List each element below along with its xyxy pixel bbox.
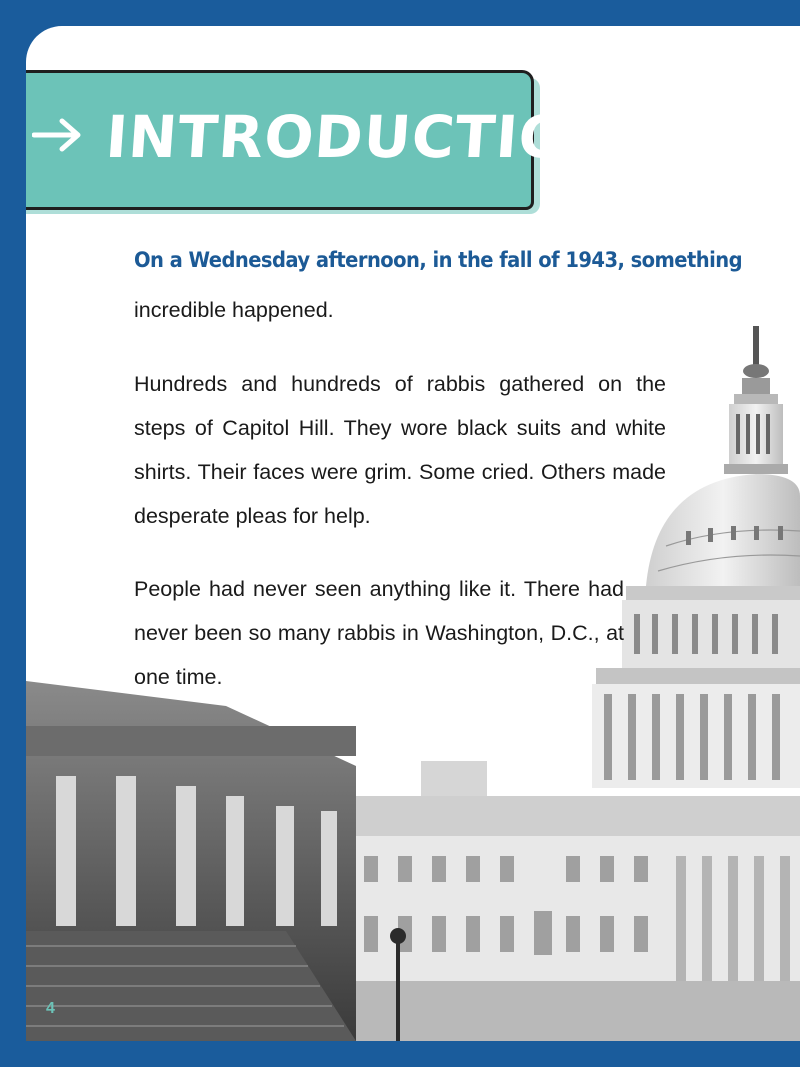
page-title: INTRODUCTION [103, 103, 621, 171]
arrow-right-icon [32, 113, 84, 157]
lead-sentence: On a Wednesday afternoon, in the fall of 1943, something [134, 248, 743, 272]
paragraph-rabbis: Hundreds and hundreds of rabbis gathered on the steps of Capitol Hill. They wore black suits and white shirts. Their faces were grim. Some cried. Others made desperate pleas for help. [134, 372, 666, 528]
title-banner [26, 70, 621, 210]
paragraph-continuation: incredible happened. [134, 298, 334, 322]
page-number: 4 [46, 1000, 55, 1017]
paragraph-people: People had never seen anything like it. There had never been so many rabbis in Washington, D.C., at one time. [134, 577, 624, 689]
book-page [26, 26, 800, 1041]
